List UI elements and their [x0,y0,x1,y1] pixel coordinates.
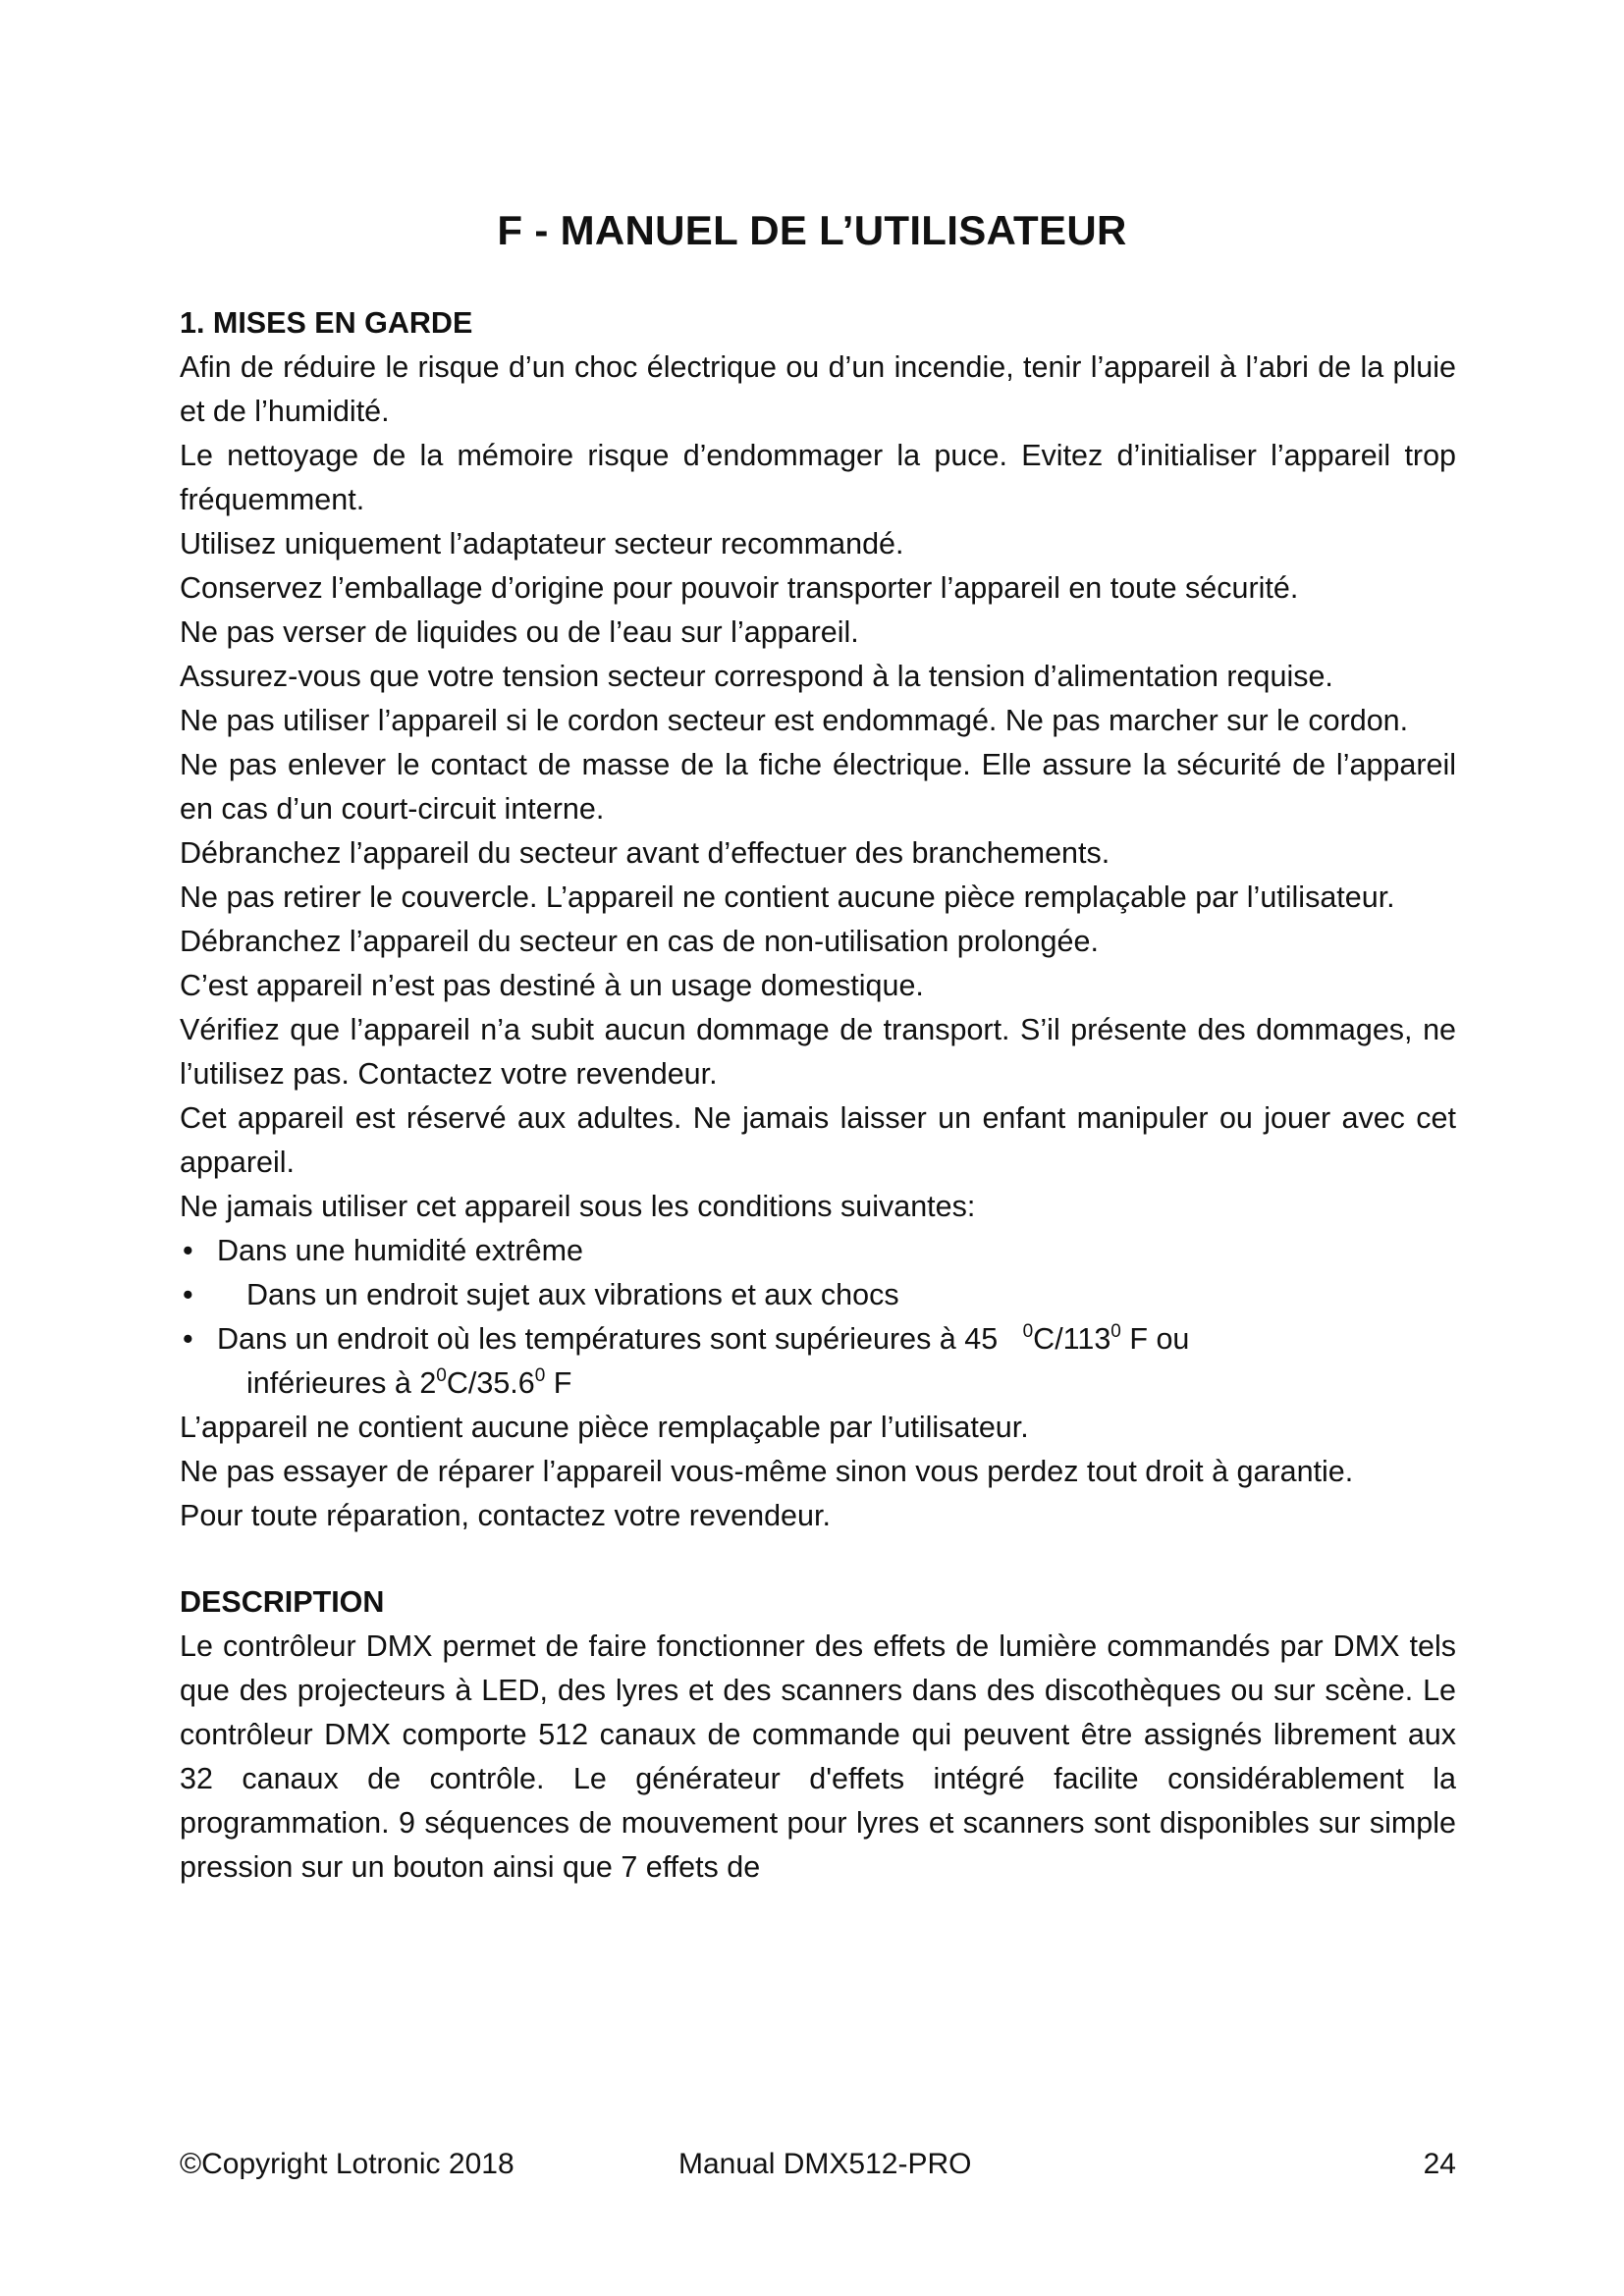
warning-paragraph: Ne pas enlever le contact de masse de la fiche électrique. Elle assure la sécurité de l’appareil en cas d’un court-circuit interne. [180,748,1456,826]
bullet-item [180,1317,1456,1406]
warning-paragraph: Débranchez l’appareil du secteur avant d’effectuer des branchements. [180,836,1110,870]
warning-paragraph: Vérifiez que l’appareil n’a subit aucun dommage de transport. S’il présente des dommages, ne l’utilisez pas. Contactez votre revendeur. [180,1013,1456,1091]
bullet-text: C/113 [1033,1322,1111,1356]
page-footer [180,2142,1456,2186]
warning-paragraph: Assurez-vous que votre tension secteur correspond à la tension d’alimentation requise. [180,660,1333,693]
conditions-bullet-list [180,1229,1456,1406]
degree-superscript: 0 [534,1365,546,1386]
section-spacer [180,1538,1456,1580]
warning-paragraph: Ne pas utiliser l’appareil si le cordon secteur est endommagé. Ne pas marcher sur le cordon. [180,704,1409,737]
warning-paragraph: Le nettoyage de la mémoire risque d’endommager la puce. Evitez d’initialiser l’appareil trop fréquemment. [180,439,1456,516]
footer-manual-name: Manual DMX512-PRO [678,2148,972,2180]
warning-paragraph: Cet appareil est réservé aux adultes. Ne jamais laisser un enfant manipuler ou jouer avec cet appareil. [180,1101,1456,1179]
warning-paragraph: Afin de réduire le risque d’un choc électrique ou d’un incendie, tenir l’appareil à l’abri de la pluie et de l’humidité. [180,350,1456,428]
warning-paragraph: Ne pas retirer le couvercle. L’appareil ne contient aucune pièce remplaçable par l’utilisateur. [180,881,1395,914]
warning-paragraph: Conservez l’emballage d’origine pour pouvoir transporter l’appareil en toute sécurité. [180,571,1299,605]
section-heading-description: DESCRIPTION [180,1585,385,1619]
page-content [180,301,1456,1890]
footer-page-number: 24 [1423,2148,1456,2180]
bullet-continuation [217,1362,1456,1406]
warning-paragraph: Ne pas verser de liquides ou de l’eau sur l’appareil. [180,615,859,649]
bullet-text: Dans un endroit où les températures sont supérieures à 45 [217,1322,999,1356]
warning-paragraph: Débranchez l’appareil du secteur en cas de non-utilisation prolongée. [180,925,1099,958]
warning-paragraph: Ne jamais utiliser cet appareil sous les conditions suivantes: [180,1190,976,1223]
bullet-text: Dans une humidité extrême [217,1234,583,1267]
bullet-text: F ou [1120,1322,1190,1356]
degree-superscript: 0 [436,1365,447,1386]
bullet-item [180,1229,1456,1273]
warning-paragraph: Pour toute réparation, contactez votre revendeur. [180,1499,831,1532]
warning-paragraph: C’est appareil n’est pas destiné à un usage domestique. [180,969,924,1002]
page-title: F - MANUEL DE L’UTILISATEUR [497,207,1127,253]
degree-superscript: 0 [1022,1321,1034,1342]
bullet-text: inférieures à 2 [246,1366,437,1400]
bullet-item [180,1273,1456,1317]
degree-superscript: 0 [1110,1321,1121,1342]
warning-paragraph: L’appareil ne contient aucune pièce remplaçable par l’utilisateur. [180,1411,1029,1444]
warning-paragraph: Ne pas essayer de réparer l’appareil vous-même sinon vous perdez tout droit à garantie. [180,1455,1354,1488]
section-heading-warnings: 1. MISES EN GARDE [180,306,473,340]
footer-copyright: ©Copyright Lotronic 2018 [180,2148,514,2180]
description-paragraph: Le contrôleur DMX permet de faire fonctionner des effets de lumière commandés par DMX tels que des projecteurs à LED, des lyres et des scanners dans des discothèques ou sur scène. Le contrôleur DMX comporte 512 canaux de commande qui peuvent être assignés librement aux 32 canaux de contrôle. Le générateur d'effets intégré facilite considérablement la programmation. 9 séquences de mouvement pour lyres et scanners sont disponibles sur simple pression sur un bouton ainsi que 7 effets de [180,1629,1456,1884]
bullet-text: F [545,1366,572,1400]
bullet-text: C/35.6 [446,1366,535,1400]
bullet-text: Dans un endroit sujet aux vibrations et aux chocs [246,1278,899,1311]
warning-paragraph: Utilisez uniquement l’adaptateur secteur recommandé. [180,527,904,561]
